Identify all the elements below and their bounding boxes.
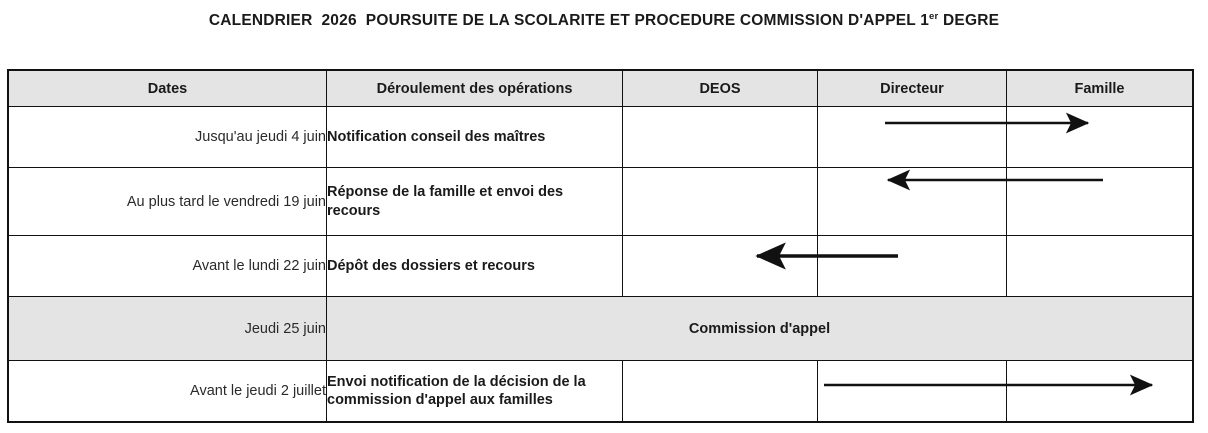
column-header-operations: Déroulement des opérations: [327, 71, 623, 107]
date-cell: Au plus tard le vendredi 19 juin: [9, 168, 327, 236]
table-header-row: [9, 71, 1193, 107]
table-row: [9, 361, 1193, 422]
operation-line: Dépôt des dossiers et recours: [327, 257, 535, 274]
operation-cell: [327, 168, 623, 236]
date-cell: Jusqu'au jeudi 4 juin: [9, 107, 327, 168]
operation-line: Notification conseil des maîtres: [327, 128, 546, 145]
operation-line: Réponse de la famille et envoi des: [327, 184, 564, 201]
operation-cell: [327, 361, 623, 422]
title-ordinal-suffix: er: [929, 10, 939, 22]
deos-cell: [623, 168, 818, 236]
deos-cell: [623, 361, 818, 422]
famille-cell: [1007, 107, 1193, 168]
title-degree: DEGRE: [943, 12, 1000, 29]
page-title: [0, 12, 1208, 30]
title-ordinal-number: 1: [920, 12, 930, 29]
title-prefix: CALENDRIER: [208, 12, 313, 29]
title-year: 2026: [321, 12, 357, 29]
operation-line: recours: [327, 202, 381, 219]
deos-cell: [623, 236, 818, 297]
date-cell: Avant le jeudi 2 juillet: [9, 361, 327, 422]
operation-cell: [327, 107, 623, 168]
column-header-dates: Dates: [9, 71, 327, 107]
column-header-deos: DEOS: [623, 71, 818, 107]
date-cell: Jeudi 25 juin: [9, 297, 327, 361]
famille-cell: [1007, 361, 1193, 422]
operation-line: Envoi notification de la décision de la: [327, 373, 586, 390]
deos-cell: [623, 107, 818, 168]
directeur-cell: [818, 168, 1007, 236]
directeur-cell: [818, 236, 1007, 297]
famille-cell: [1007, 236, 1193, 297]
directeur-cell: [818, 361, 1007, 422]
table-row: [9, 168, 1193, 236]
directeur-cell: [818, 107, 1007, 168]
famille-cell: [1007, 168, 1193, 236]
calendar-table: [8, 70, 1193, 422]
column-header-directeur: Directeur: [818, 71, 1007, 107]
table-row-commission: [9, 297, 1193, 361]
table-row: [9, 236, 1193, 297]
date-cell: Avant le lundi 22 juin: [9, 236, 327, 297]
table-row: [9, 107, 1193, 168]
operation-line: commission d'appel aux familles: [327, 392, 553, 408]
operation-cell: [327, 236, 623, 297]
commission-cell: Commission d'appel: [327, 297, 1193, 361]
title-main: POURSUITE DE LA SCOLARITE ET PROCEDURE COMMISSION D'APPEL: [365, 12, 916, 29]
column-header-famille: Famille: [1007, 71, 1193, 107]
